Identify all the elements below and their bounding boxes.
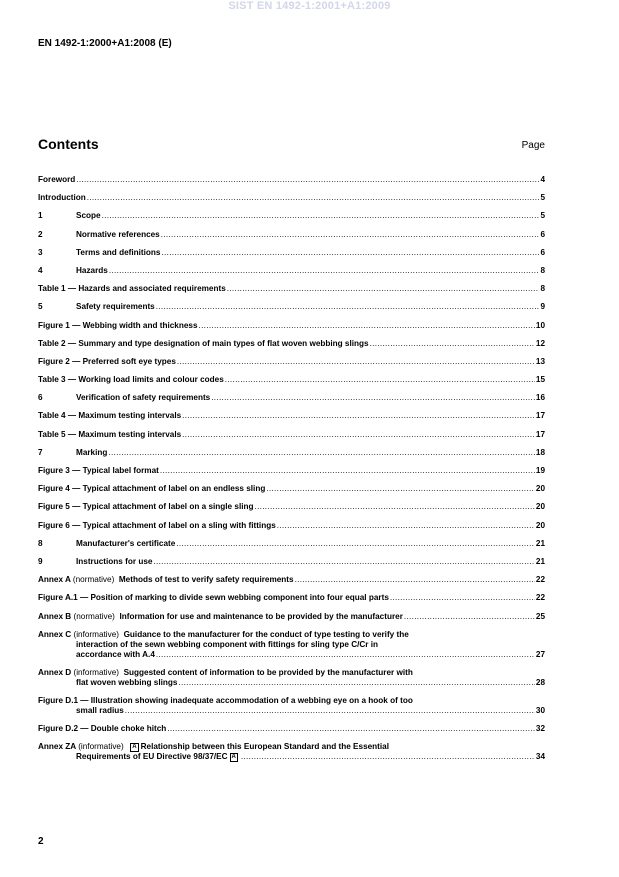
toc-entry[interactable] xyxy=(38,593,545,603)
entry-page: 5 xyxy=(540,193,545,203)
entry-text: Figure A.1 — Position of marking to divide sewn webbing component into four equal parts xyxy=(38,593,389,603)
toc-entry[interactable] xyxy=(38,211,545,221)
dot-leader xyxy=(176,539,535,549)
entry-text: Instructions for use xyxy=(76,556,153,566)
dot-leader xyxy=(125,706,535,716)
page-column-label: Page xyxy=(521,140,545,151)
toc-entry[interactable] xyxy=(38,411,545,421)
watermark: SIST EN 1492-1:2001+A1:2009 xyxy=(228,0,391,12)
dot-leader xyxy=(109,266,540,276)
entry-text: Table 1 — Hazards and associated requirements xyxy=(38,284,226,294)
toc-entry[interactable] xyxy=(38,612,545,622)
dot-leader xyxy=(153,557,534,567)
toc-entry[interactable] xyxy=(38,502,545,512)
toc-entry-figure-d1[interactable] xyxy=(38,696,545,716)
section-number: 5 xyxy=(38,302,43,312)
entry-page: 34 xyxy=(535,752,545,762)
toc-entry[interactable] xyxy=(38,393,545,403)
dot-leader xyxy=(167,724,535,734)
dot-leader xyxy=(76,175,539,185)
entry-page: 20 xyxy=(535,502,545,512)
entry-text: Verification of safety requirements xyxy=(76,393,211,403)
dot-leader xyxy=(182,411,535,421)
entry-page: 8 xyxy=(540,265,545,275)
annex-label: Annex ZA xyxy=(38,742,76,752)
entry-page: 28 xyxy=(535,677,545,687)
entry-text: Safety requirements xyxy=(76,302,155,312)
dot-leader xyxy=(161,248,539,258)
annex-title: Information for use and maintenance to be provided by the manufacturer xyxy=(119,611,403,621)
entry-page: 25 xyxy=(535,611,545,621)
dot-leader xyxy=(156,302,540,312)
entry-text-continued: small radius xyxy=(76,706,124,716)
dot-leader xyxy=(211,393,535,403)
entry-text: Marking xyxy=(76,447,108,457)
toc-entry[interactable] xyxy=(38,193,545,203)
dot-leader xyxy=(178,678,534,688)
page-number: 2 xyxy=(38,836,44,847)
entry-page: 4 xyxy=(540,175,545,184)
dot-leader xyxy=(160,466,535,476)
entry-text: Figure D.2 — Double choke hitch xyxy=(38,724,167,734)
entry-text: Terms and definitions xyxy=(76,247,161,257)
dot-leader xyxy=(161,230,540,240)
toc-entry[interactable] xyxy=(38,266,545,276)
entry-text: Manufacturer's certificate xyxy=(76,538,176,548)
section-number: 8 xyxy=(38,538,43,548)
annex-kind: (informative) xyxy=(73,629,119,639)
entry-text: Figure 3 — Typical label format xyxy=(38,466,159,475)
toc-entry[interactable] xyxy=(38,466,545,476)
entry-text: Table 2 — Summary and type designation of main types of flat woven webbing slings xyxy=(38,338,369,348)
table-of-contents xyxy=(38,175,545,771)
dot-leader xyxy=(295,575,535,585)
document-id: EN 1492-1:2000+A1:2008 (E) xyxy=(38,38,172,49)
entry-page: 18 xyxy=(535,447,545,457)
toc-entry-annex-za[interactable] xyxy=(38,742,545,762)
dot-leader xyxy=(370,339,535,349)
entry-page: 6 xyxy=(540,229,545,239)
toc-entry-figure-d2[interactable] xyxy=(38,724,545,734)
dot-leader xyxy=(255,502,535,512)
entry-text: Table 3 — Working load limits and colour codes xyxy=(38,375,224,385)
entry-text: Figure 1 — Webbing width and thickness xyxy=(38,320,198,330)
toc-entry[interactable] xyxy=(38,321,545,331)
dot-leader xyxy=(404,612,535,622)
entry-page: 32 xyxy=(535,724,545,734)
dot-leader xyxy=(225,375,535,385)
entry-page: 10 xyxy=(535,320,545,330)
entry-text: Hazards xyxy=(76,265,108,275)
entry-text: Figure 6 — Typical attachment of label on a sling with fittings xyxy=(38,520,276,530)
toc-entry[interactable] xyxy=(38,539,545,549)
dot-leader xyxy=(277,521,535,531)
section-number: 4 xyxy=(38,265,43,275)
annex-label: Annex D xyxy=(38,667,72,677)
toc-entry[interactable] xyxy=(38,375,545,385)
dot-leader xyxy=(108,448,534,458)
entry-text: Scope xyxy=(76,211,101,221)
annex-kind: (normative) xyxy=(72,575,115,585)
annex-kind: (informative) xyxy=(73,667,119,677)
dot-leader xyxy=(390,593,535,603)
annex-title: Methods of test to verify safety requirements xyxy=(118,575,294,585)
entry-text: Figure 4 — Typical attachment of label on an endless sling xyxy=(38,484,266,494)
dot-leader xyxy=(156,650,535,660)
entry-text: Figure 2 — Preferred soft eye types xyxy=(38,356,176,366)
entry-page: 8 xyxy=(540,284,545,294)
entry-page: 9 xyxy=(540,302,545,312)
dot-leader xyxy=(266,484,535,494)
entry-text: Figure 5 — Typical attachment of label on a single sling xyxy=(38,502,254,512)
entry-page: 21 xyxy=(535,556,545,566)
entry-page: 12 xyxy=(535,338,545,348)
amendment-start-marker-icon: A xyxy=(132,744,137,751)
entry-text: Guidance to the manufacturer for the conduct of type testing to verify the xyxy=(123,629,409,639)
entry-text-continued: interaction of the sewn webbing component with fittings for sling type C/Cr in xyxy=(76,639,379,649)
entry-text-continued: flat woven webbing slings xyxy=(76,677,178,687)
dot-leader xyxy=(102,211,540,221)
toc-entry[interactable] xyxy=(38,175,545,185)
toc-entry[interactable] xyxy=(38,284,545,294)
entry-page: 16 xyxy=(535,393,545,403)
entry-page: 13 xyxy=(535,356,545,366)
annex-label: Annex B xyxy=(38,611,72,621)
entry-page: 27 xyxy=(535,649,545,659)
toc-entry[interactable] xyxy=(38,230,545,240)
toc-entry[interactable] xyxy=(38,557,545,567)
entry-page: 17 xyxy=(535,411,545,421)
entry-page: 21 xyxy=(535,538,545,548)
section-number: 2 xyxy=(38,229,43,239)
dot-leader xyxy=(227,284,540,294)
amendment-end-marker-icon: A xyxy=(231,754,236,761)
entry-page: 30 xyxy=(535,706,545,716)
toc-entry[interactable] xyxy=(38,339,545,349)
dot-leader xyxy=(177,357,535,367)
dot-leader xyxy=(199,321,535,331)
entry-page: 22 xyxy=(535,575,545,585)
entry-text: Relationship between this European Standard and the Essential xyxy=(140,742,390,752)
entry-page: 19 xyxy=(535,466,545,475)
entry-text: Normative references xyxy=(76,229,160,239)
annex-kind: (informative) xyxy=(78,742,124,752)
entry-page: 17 xyxy=(535,429,545,439)
entry-text: Suggested content of information to be provided by the manufacturer with xyxy=(123,667,413,677)
toc-entry-annex-c[interactable] xyxy=(38,630,545,660)
toc-entry[interactable] xyxy=(38,248,545,258)
dot-leader xyxy=(87,193,540,203)
toc-entry[interactable] xyxy=(38,575,545,585)
dot-leader xyxy=(182,430,535,440)
entry-page: 15 xyxy=(535,375,545,385)
annex-label: Annex A xyxy=(38,575,71,585)
annex-kind: (normative) xyxy=(73,611,115,621)
entry-text: Foreword xyxy=(38,175,76,184)
toc-entry[interactable] xyxy=(38,484,545,494)
entry-page: 20 xyxy=(535,520,545,530)
entry-text-continued: Requirements of EU Directive 98/37/EC xyxy=(76,752,228,762)
entry-text: Figure D.1 — Illustration showing inadequate accommodation of a webbing eye on a hook of too xyxy=(38,696,413,706)
entry-page: 22 xyxy=(535,593,545,603)
entry-text: Introduction xyxy=(38,193,86,203)
entry-text: Table 5 — Maximum testing intervals xyxy=(38,429,182,439)
section-number: 9 xyxy=(38,556,43,566)
section-number: 3 xyxy=(38,247,43,257)
toc-entry[interactable] xyxy=(38,521,545,531)
annex-label: Annex C xyxy=(38,629,72,639)
toc-entry-annex-d[interactable] xyxy=(38,668,545,688)
section-number: 6 xyxy=(38,393,43,403)
section-number: 7 xyxy=(38,447,43,457)
dot-leader xyxy=(241,752,535,762)
entry-page: 6 xyxy=(540,247,545,257)
contents-title: Contents xyxy=(38,136,99,152)
entry-text-continued: accordance with A.4 xyxy=(76,649,155,659)
entry-text: Table 4 — Maximum testing intervals xyxy=(38,411,182,421)
section-number: 1 xyxy=(38,211,43,221)
entry-page: 5 xyxy=(540,211,545,221)
entry-text xyxy=(38,575,294,585)
toc-entry[interactable] xyxy=(38,302,545,312)
toc-entry[interactable] xyxy=(38,448,545,458)
entry-text xyxy=(38,612,403,622)
toc-entry[interactable] xyxy=(38,357,545,367)
entry-page: 20 xyxy=(535,484,545,494)
toc-entry[interactable] xyxy=(38,430,545,440)
